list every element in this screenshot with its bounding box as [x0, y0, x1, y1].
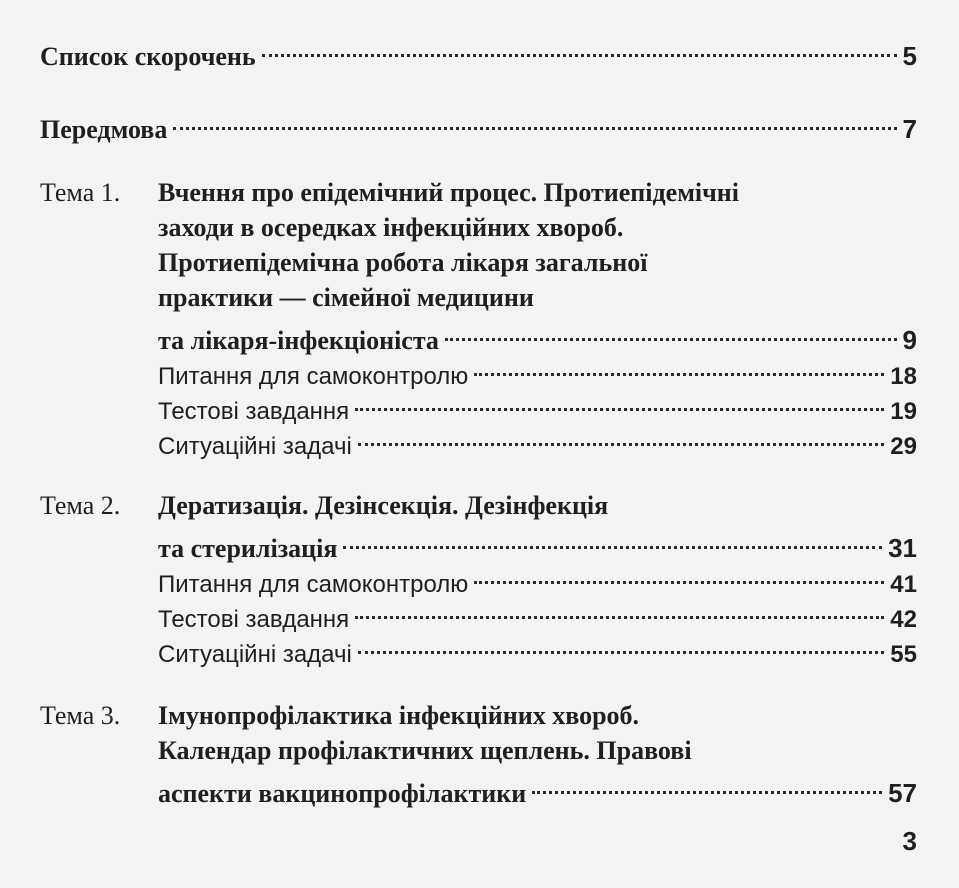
toc-page-number: 31	[888, 533, 917, 563]
leader-dots	[355, 387, 884, 419]
toc-entry-title: Список скорочень	[40, 42, 256, 71]
toc-page-number: 57	[888, 778, 917, 808]
topic-title-line: Календар профілактичних щеплень. Правові	[158, 736, 692, 765]
topic-title-line: Імунопрофілактика інфекційних хвороб.	[158, 701, 640, 730]
leader-dots	[355, 595, 884, 627]
toc-subentry[interactable]	[158, 630, 917, 671]
topic-title-line: Дератизація. Дезінсекція. Дезінфекція	[158, 491, 609, 520]
toc-page-number: 29	[890, 433, 917, 460]
toc-subentry-title: Тестові завдання	[158, 606, 350, 633]
toc-page-number: 42	[890, 606, 917, 633]
toc-page-number: 19	[890, 398, 917, 425]
toc-entry-topic-2[interactable]	[158, 525, 917, 565]
topic-title-line: аспекти вакцинопрофілактики	[158, 779, 527, 808]
topic-label: Тема 2.	[40, 491, 121, 520]
topic-title-line: практики — сімейної медицини	[158, 283, 534, 312]
toc-subentry-title: Питання для самоконтролю	[158, 571, 469, 598]
leader-dots	[474, 560, 884, 592]
toc-page-number: 9	[902, 325, 917, 355]
page-number: 3	[902, 826, 917, 856]
leader-dots	[173, 106, 896, 138]
toc-entry-topic-1[interactable]	[158, 317, 917, 357]
toc-subentry-title: Тестові завдання	[158, 398, 350, 425]
topic-title-line: та лікаря-інфекціоніста	[158, 326, 439, 355]
toc-entry-topic-3[interactable]	[158, 770, 917, 810]
topic-label: Тема 3.	[40, 701, 121, 730]
leader-dots	[474, 352, 884, 384]
toc-subentry-title: Питання для самоконтролю	[158, 363, 469, 390]
toc-page-number: 5	[902, 41, 917, 71]
topic-title-line: Вчення про епідемічний процес. Протиепідемічні	[158, 178, 739, 207]
leader-dots	[532, 770, 882, 802]
toc-entry-preface[interactable]	[40, 106, 917, 146]
leader-dots	[262, 33, 897, 65]
leader-dots	[358, 630, 884, 662]
toc-entry-abbreviations[interactable]	[40, 33, 917, 73]
leader-dots	[445, 317, 897, 349]
topic-title-line: та стерилізація	[158, 534, 338, 563]
toc-page-number: 18	[890, 363, 917, 390]
toc-subentry-title: Ситуаційні задачі	[158, 433, 352, 460]
toc-page-number: 55	[890, 641, 917, 668]
leader-dots	[358, 422, 884, 454]
toc-page-number: 41	[890, 571, 917, 598]
topic-title-line: заходи в осередках інфекційних хвороб.	[158, 213, 624, 242]
toc-subentry[interactable]	[158, 422, 917, 463]
leader-dots	[343, 525, 882, 557]
toc-subentry-title: Ситуаційні задачі	[158, 641, 352, 668]
toc-entry-title: Передмова	[40, 115, 168, 144]
topic-label: Тема 1.	[40, 178, 121, 207]
topic-title-line: Протиепідемічна робота лікаря загальної	[158, 248, 648, 277]
toc-page-number: 7	[902, 114, 917, 144]
